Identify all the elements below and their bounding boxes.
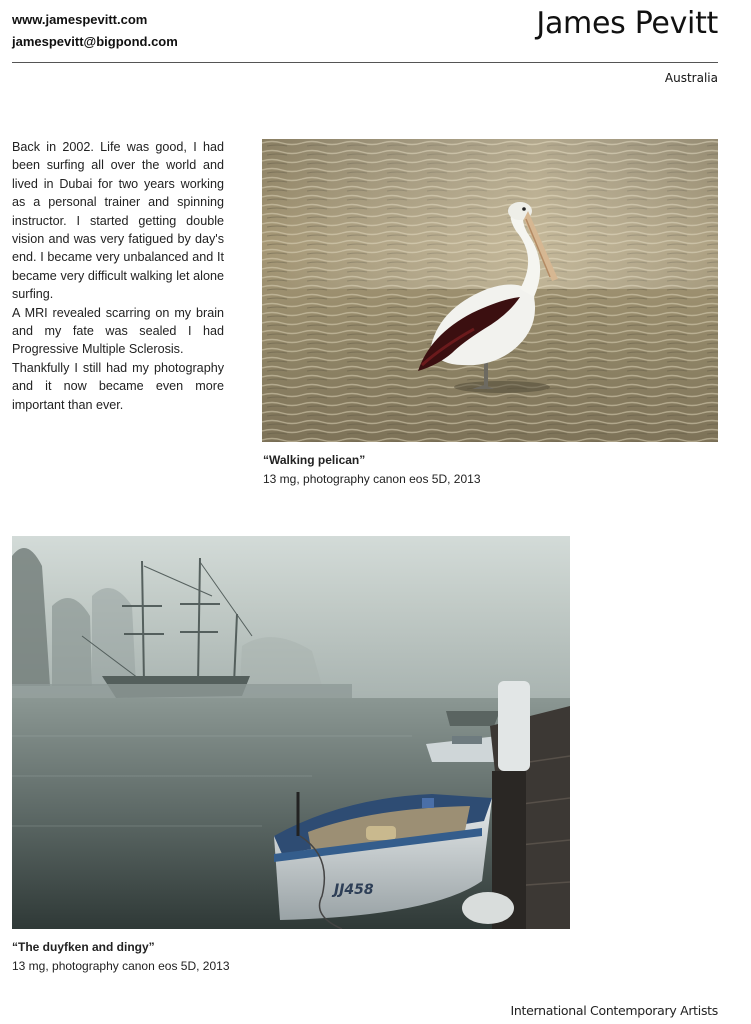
header-divider (12, 62, 718, 63)
artist-country: Australia (664, 71, 718, 85)
walking-pelican-photo (262, 139, 718, 442)
bio-paragraph: A MRI revealed scarring on my brain and my fate was sealed I had Progressive Multiple Sclerosis. (12, 305, 224, 357)
bio-paragraph: Thankfully I still had my photography and it now became even more important than ever. (12, 360, 224, 412)
artwork-caption (12, 938, 230, 976)
artwork-details: 13 mg, photography canon eos 5D, 2013 (12, 959, 230, 973)
artwork-title: “Walking pelican” (263, 453, 366, 467)
artist-name: James Pevitt (536, 6, 718, 41)
publisher-footer: International Contemporary Artists (510, 1003, 718, 1018)
email-link[interactable]: jamespevitt@bigpond.com (12, 34, 178, 49)
duyfken-and-dingy-photo (12, 536, 570, 929)
contact-block (12, 9, 178, 53)
artwork-details: 13 mg, photography canon eos 5D, 2013 (263, 472, 481, 486)
artist-biography (12, 138, 224, 414)
svg-text:JJ458: JJ458 (334, 882, 374, 898)
artwork-title: “The duyfken and dingy” (12, 940, 155, 954)
artwork-caption (263, 451, 481, 489)
bio-paragraph: Back in 2002. Life was good, I had been surfing all over the world and lived in Dubai for two years working as a personal trainer and spinning instructor. I started getting double vision and was very fatigued by day's end. I became very unbalanced and It became very difficult walking let alone surfing. (12, 140, 224, 302)
website-link[interactable]: www.jamespevitt.com (12, 12, 148, 27)
